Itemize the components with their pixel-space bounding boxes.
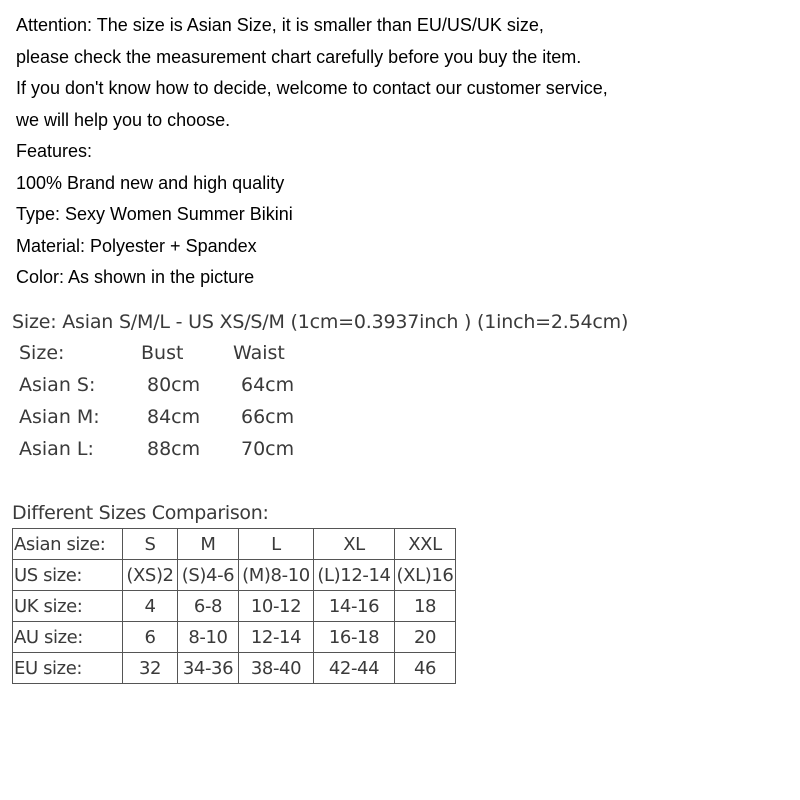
table-cell: 10-12 xyxy=(239,591,314,622)
table-cell: 14-16 xyxy=(314,591,395,622)
table-cell: XL xyxy=(314,529,395,560)
header-waist: Waist xyxy=(233,342,285,364)
table-cell: 18 xyxy=(395,591,456,622)
check-chart-line: please check the measurement chart carefully before you buy the item. xyxy=(16,46,582,67)
row-label: EU size: xyxy=(13,653,123,684)
product-notice xyxy=(16,10,608,294)
table-cell: (M)8-10 xyxy=(239,560,314,591)
measurement-title: Size: Asian S/M/L - US XS/S/M (1cm=0.3937inch ) (1inch=2.54cm) xyxy=(12,311,629,333)
table-row xyxy=(13,560,456,591)
table-cell: 6-8 xyxy=(178,591,239,622)
size-comparison xyxy=(12,498,456,684)
waist-value: 70cm xyxy=(241,438,295,460)
table-cell: 20 xyxy=(395,622,456,653)
table-cell: M xyxy=(178,529,239,560)
feature-quality: 100% Brand new and high quality xyxy=(16,172,285,193)
feature-color: Color: As shown in the picture xyxy=(16,267,255,287)
waist-value: 66cm xyxy=(241,406,295,428)
row-label: US size: xyxy=(13,560,123,591)
feature-material: Material: Polyester + Spandex xyxy=(16,235,257,256)
table-cell: (S)4-6 xyxy=(178,560,239,591)
table-cell: 16-18 xyxy=(314,622,395,653)
size-label: Asian L: xyxy=(19,438,94,460)
row-label: UK size: xyxy=(13,591,123,622)
table-cell: 38-40 xyxy=(239,653,314,684)
attention-line: Attention: The size is Asian Size, it is smaller than EU/US/UK size, xyxy=(16,15,544,35)
table-row xyxy=(19,433,333,465)
header-bust: Bust xyxy=(141,342,184,364)
table-cell: (XL)16 xyxy=(395,560,456,591)
row-label: Asian size: xyxy=(13,529,123,560)
table-cell: L xyxy=(239,529,314,560)
table-cell: 4 xyxy=(123,591,178,622)
table-row xyxy=(13,591,456,622)
table-cell: XXL xyxy=(395,529,456,560)
contact-service-line: If you don't know how to decide, welcome to contact our customer service, xyxy=(16,78,608,98)
comparison-table xyxy=(12,528,456,684)
table-row xyxy=(13,529,456,560)
table-row xyxy=(19,369,333,401)
size-label: Asian M: xyxy=(19,406,100,428)
table-cell: 34-36 xyxy=(178,653,239,684)
waist-value: 64cm xyxy=(241,374,295,396)
size-label: Asian S: xyxy=(19,374,96,396)
bust-value: 80cm xyxy=(147,374,201,396)
table-cell: 8-10 xyxy=(178,622,239,653)
table-row xyxy=(13,622,456,653)
measurement-table xyxy=(19,337,333,465)
table-cell: (L)12-14 xyxy=(314,560,395,591)
feature-type: Type: Sexy Women Summer Bikini xyxy=(16,204,293,224)
table-cell: 6 xyxy=(123,622,178,653)
table-row xyxy=(19,401,333,433)
table-row xyxy=(13,653,456,684)
comparison-title: Different Sizes Comparison: xyxy=(12,502,269,524)
table-cell: 46 xyxy=(395,653,456,684)
row-label: AU size: xyxy=(13,622,123,653)
measurement-chart xyxy=(12,307,628,465)
table-cell: (XS)2 xyxy=(123,560,178,591)
table-cell: 32 xyxy=(123,653,178,684)
header-size: Size: xyxy=(19,342,65,364)
bust-value: 88cm xyxy=(147,438,201,460)
bust-value: 84cm xyxy=(147,406,201,428)
table-cell: 12-14 xyxy=(239,622,314,653)
features-heading: Features: xyxy=(16,141,93,161)
measurement-header-row xyxy=(19,337,333,369)
table-cell: S xyxy=(123,529,178,560)
help-choose-line: we will help you to choose. xyxy=(16,109,231,130)
table-cell: 42-44 xyxy=(314,653,395,684)
